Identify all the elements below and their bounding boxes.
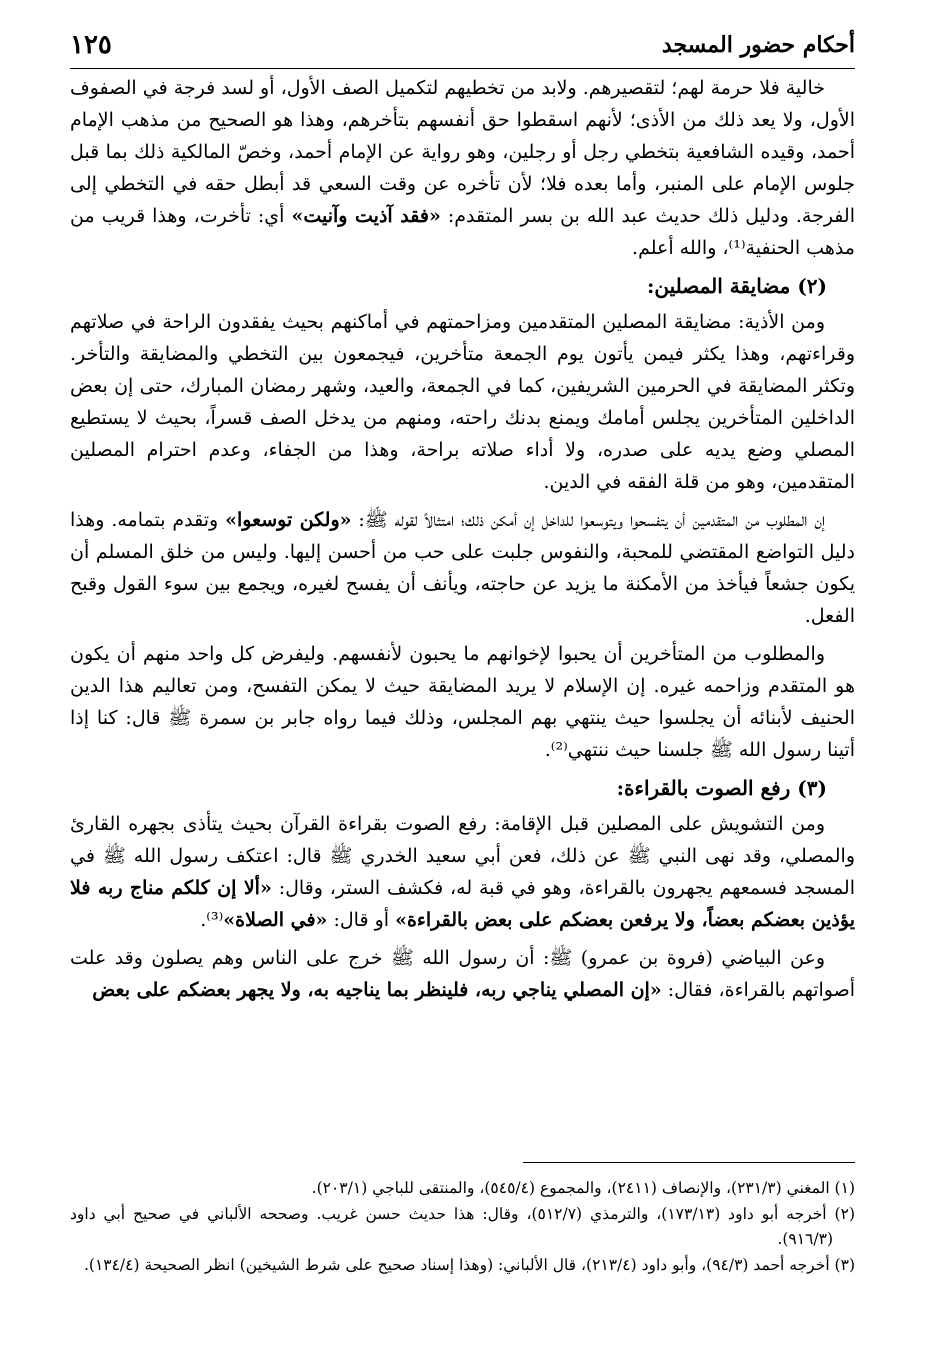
section-heading: (٣) رفع الصوت بالقراءة:	[616, 776, 827, 800]
paragraph: إن المطلوب من المتقدمين أن يتفسحوا ويتوسعوا للداخل إن أمكن ذلك؛ امتثالاً لقوله ﷺ: «ولكن توسعوا» وتقدم بتمامه. وهذا دليل التواضع المقتضي للمحبة، والنفوس جلبت على حب من أحسن إليها. وليس من خلق المسلم أن يكون جشعاً فيأخذ من الأمكنة ما يزيد عن حاجته، ويأنف أن يفسح لغيره، ويجمع بين سوء القول وقبح الفعل.	[70, 509, 855, 627]
main-text	[70, 72, 855, 1012]
paragraph: والمطلوب من المتأخرين أن يحبوا لإخوانهم ما يحبون لأنفسهم. وليفرض كل واحد منهم أن يكون هو المتقدم وزاحمه غيره. إن الإسلام لا يريد المضايقة حيث لا يمكن التفسح، ومن تعاليم هذا الدين الحنيف لأبنائه أن يجلسوا حيث ينتهي بهم المجلس، وذلك فيما رواه جابر بن سمرة ﷺ قال: كنا إذا أتينا رسول الله ﷺ جلسنا حيث ننتهي⁽²⁾.	[70, 643, 855, 761]
page-number: ١٢٥	[70, 30, 112, 60]
section-heading: (٢) مضايقة المصلين:	[647, 274, 827, 298]
hadith-quote: «ولكن توسعوا»	[225, 509, 352, 531]
hadith-quote: «ألا إن كلكم مناج ربه فلا يؤذين بعضكم بعضاً، ولا يرفعن بعضكم على بعض بالقراءة»	[70, 877, 855, 931]
hadith-quote: «فقد آذيت وآنيت»	[291, 205, 441, 227]
footnotes	[70, 1176, 855, 1279]
footnote: (٢) أخرجه أبو داود (١٧٣/١٣)، والترمذي (٥١٢/٧)، وقال: هذا حديث حسن غريب. وصححه الألباني في صحيح أبي داود (٩١٦/٣).	[70, 1205, 855, 1248]
footnote: (١) المغني (٢٣١/٣)، والإنصاف (٢٤١١)، والمجموع (٥٤٥/٤)، والمنتقى للباجي (٢٠٣/١).	[311, 1179, 855, 1197]
paragraph: ومن الأذية: مضايقة المصلين المتقدمين ومزاحمتهم في أماكنهم بحيث يفقدون الراحة في صلاتهم وقراءتهم، وهذا يكثر فيمن يأتون يوم الجمعة متأخرين، فيجمعون بين التخطي والمضايقة والتأخر. وتكثر المضايقة في الحرمين الشريفين، كما في الجمعة، والعيد، وشهر رمضان المبارك، حتى إن بعض الداخلين المتأخرين يجلس أمامك ويمنع بدنك راحته، ومنهم من يدخل الصف قسراً، بحيث لا يستطيع المصلي وضع يديه على صدره، ولا أداء صلاته براحة، وهذا من الجفاء، وعدم احترام المصلين المتقدمين، وهو من قلة الفقه في الدين.	[70, 311, 855, 493]
paragraph: ومن التشويش على المصلين قبل الإقامة: رفع الصوت بقراءة القرآن بحيث يتأذى بجهره القارئ والمصلي، وقد نهى النبي ﷺ عن ذلك، فعن أبي سعيد الخدري ﷺ قال: اعتكف رسول الله ﷺ في المسجد فسمعهم يجهرون بالقراءة، وهو في قبة له، فكشف الستر، وقال: «ألا إن كلكم مناج ربه فلا يؤذين بعضكم بعضاً، ولا يرفعن بعضكم على بعض بالقراءة» أو قال: «في الصلاة»⁽³⁾.	[70, 813, 855, 931]
paragraph: وعن البياضي (فروة بن عمرو) ﷺ: أن رسول الله ﷺ خرج على الناس وهم يصلون وقد علت أصواتهم بالقراءة، فقال: «إن المصلي يناجي ربه، فلينظر بما يناجيه به، ولا يجهر بعضكم على بعض	[70, 947, 855, 1001]
paragraph: خالية فلا حرمة لهم؛ لتقصيرهم. ولابد من تخطيهم لتكميل الصف الأول، أو لسد فرجة في الصفوف الأول، ولا يعد ذلك من الأذى؛ لأنهم اسقطوا حق أنفسهم بتأخرهم، وهذا هو الصحيح من مذهب الإمام أحمد، وقيده الشافعية بتخطي رجل أو رجلين، وهو رواية عن الإمام أحمد، وخصّ المالكية ذلك بما قبل جلوس الإمام على المنبر، وأما بعده فلا؛ لأن تأخره عن وقت السعي قد أبطل حقه في التخطي إلى الفرجة. ودليل ذلك حديث عبد الله بن بسر المتقدم: «فقد آذيت وآنيت» أي: تأخرت، وهذا قريب من مذهب الحنفية⁽¹⁾، والله أعلم.	[70, 77, 855, 259]
page-title: أحكام حضور المسجد	[661, 32, 855, 58]
hadith-quote: «في الصلاة»	[223, 909, 328, 931]
running-header	[70, 28, 855, 69]
footnote: (٣) أخرجه أحمد (٩٤/٣)، وأبو داود (٢١٣/٤)، قال الألباني: (وهذا إسناد صحيح على شرط الشيخين) انظر الصحيحة (١٣٤/٤).	[83, 1256, 855, 1274]
footnote-divider	[523, 1162, 855, 1163]
hadith-quote: «إن المصلي يناجي ربه، فلينظر بما يناجيه به، ولا يجهر بعضكم على بعض	[92, 979, 662, 1001]
